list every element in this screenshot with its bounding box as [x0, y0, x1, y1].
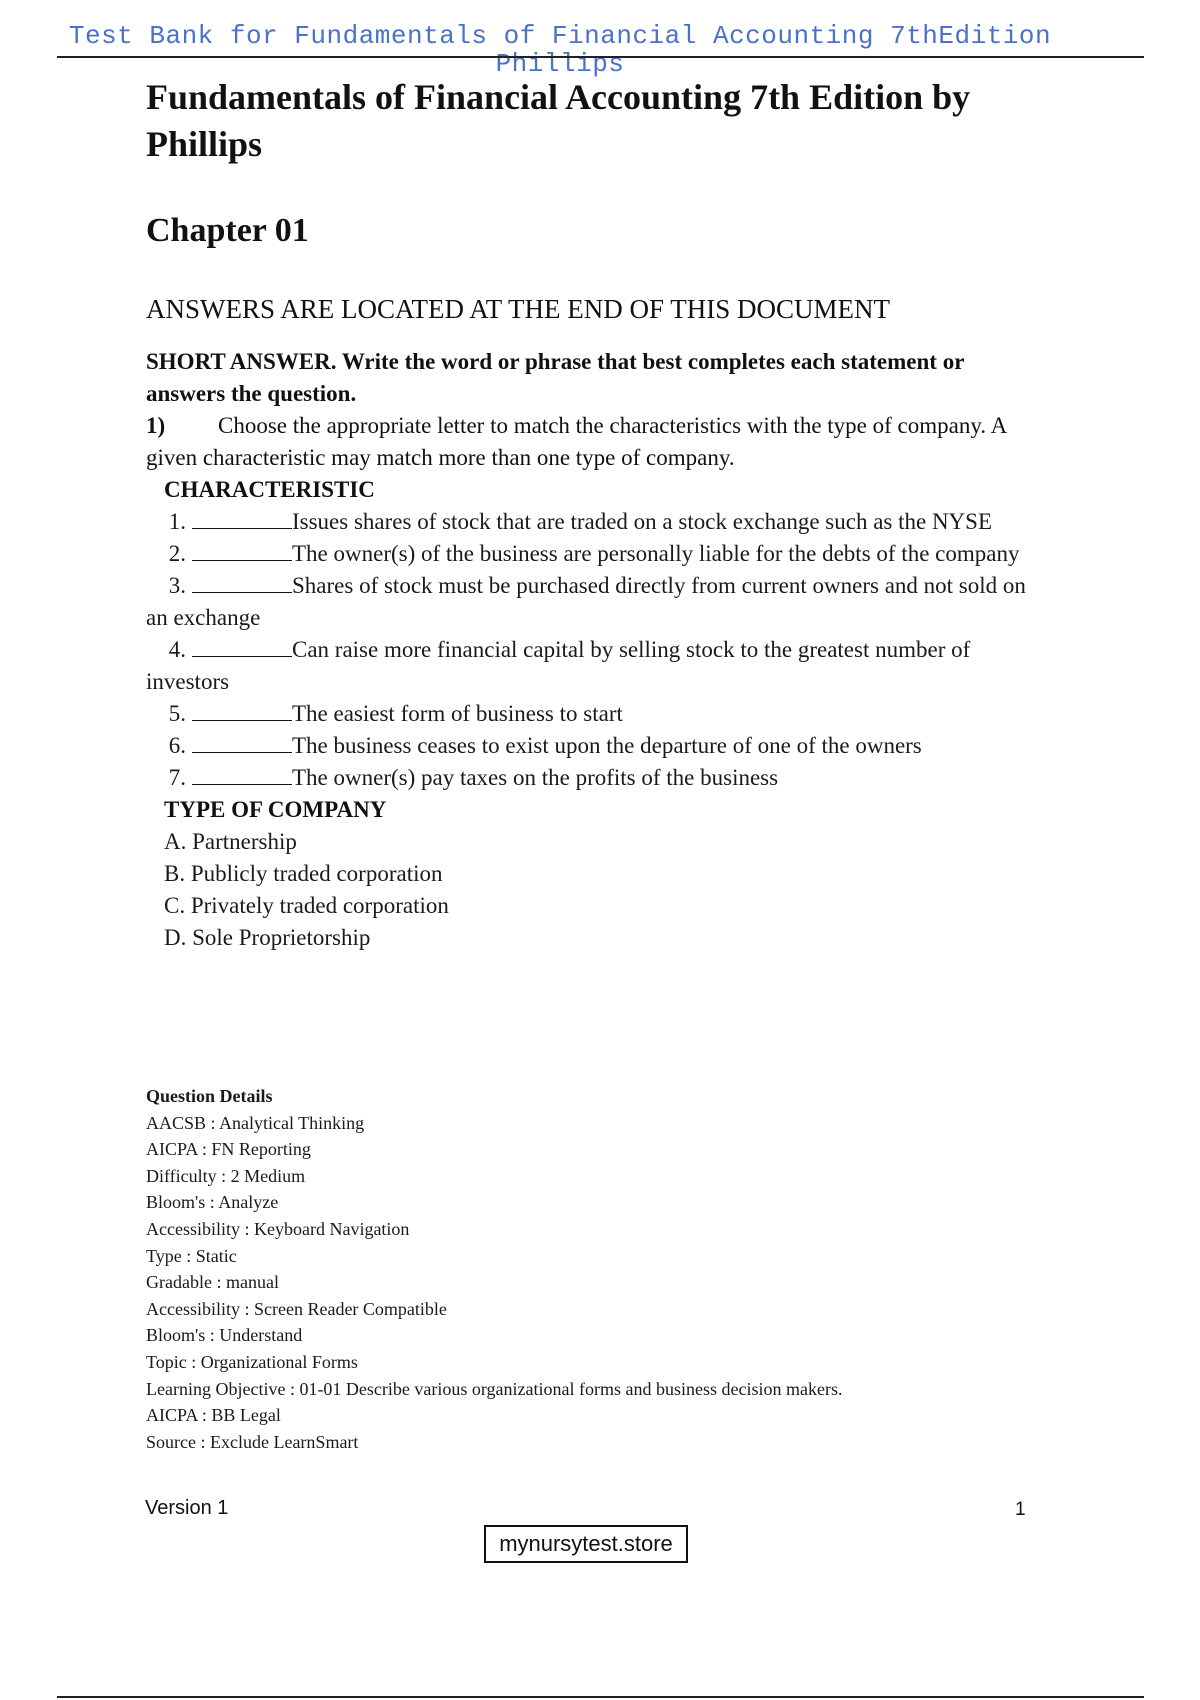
- characteristic-item: [146, 506, 1086, 538]
- document-title-line2: Phillips: [146, 124, 263, 164]
- item-number: 3.: [168, 573, 186, 598]
- question-details-title: Question Details: [146, 1086, 273, 1106]
- detail-row: AACSB : Analytical Thinking: [146, 1112, 365, 1133]
- detail-row: Learning Objective : 01-01 Describe various organizational forms and business decision makers.: [146, 1378, 843, 1399]
- characteristic-item: [146, 762, 1086, 794]
- answer-blank[interactable]: [192, 570, 292, 593]
- detail-row: Difficulty : 2 Medium: [146, 1165, 306, 1186]
- answers-note: ANSWERS ARE LOCATED AT THE END OF THIS DOCUMENT: [146, 294, 891, 324]
- item-number: 4.: [168, 637, 186, 662]
- item-text-continuation: an exchange: [146, 605, 261, 630]
- characteristic-list: [146, 506, 1086, 794]
- item-number: 7.: [168, 765, 186, 790]
- section-instructions: [146, 346, 1086, 410]
- question-number: 1): [146, 413, 166, 438]
- running-header-line2: Phillips: [495, 49, 625, 79]
- header-divider: [57, 56, 1144, 58]
- item-text-continuation: investors: [146, 669, 230, 694]
- detail-row: Bloom's : Analyze: [146, 1192, 279, 1213]
- item-text: The easiest form of business to start: [292, 701, 623, 726]
- running-header: [40, 22, 1080, 78]
- footer-divider: [57, 1696, 1144, 1698]
- item-number: 2.: [168, 541, 186, 566]
- characteristic-item: [146, 698, 1086, 730]
- question-details: [146, 1083, 1146, 1455]
- item-text: Can raise more financial capital by selling stock to the greatest number of: [292, 637, 971, 662]
- company-type-heading: TYPE OF COMPANY: [164, 797, 387, 822]
- item-text: Issues shares of stock that are traded on a stock exchange such as the NYSE: [292, 509, 993, 534]
- detail-row: Type : Static: [146, 1245, 237, 1266]
- answer-blank[interactable]: [192, 634, 292, 657]
- detail-row: Accessibility : Screen Reader Compatible: [146, 1298, 447, 1319]
- answer-blank[interactable]: [192, 762, 292, 785]
- item-number: 6.: [168, 733, 186, 758]
- chapter-heading: Chapter 01: [146, 212, 309, 249]
- detail-row: AICPA : FN Reporting: [146, 1139, 311, 1160]
- item-number: 1.: [168, 509, 186, 534]
- document-title-line1: Fundamentals of Financial Accounting 7th Edition by: [146, 77, 971, 117]
- site-stamp: mynursytest.store: [484, 1525, 688, 1563]
- characteristic-item: [146, 634, 1086, 698]
- company-type-option: B. Publicly traded corporation: [164, 861, 443, 886]
- running-header-line1: Test Bank for Fundamentals of Financial Accounting 7thEdition: [68, 21, 1052, 51]
- item-number: 5.: [168, 701, 186, 726]
- detail-row: Gradable : manual: [146, 1272, 279, 1293]
- company-type-list: [146, 826, 1086, 954]
- detail-row: Source : Exclude LearnSmart: [146, 1431, 359, 1452]
- detail-row: Topic : Organizational Forms: [146, 1351, 358, 1372]
- answer-blank[interactable]: [192, 698, 292, 721]
- detail-row: AICPA : BB Legal: [146, 1405, 281, 1426]
- company-type-option: C. Privately traded corporation: [164, 893, 449, 918]
- characteristic-item: [146, 570, 1086, 634]
- instructions-line2: answers the question.: [146, 381, 357, 406]
- answer-blank[interactable]: [192, 730, 292, 753]
- detail-row: Accessibility : Keyboard Navigation: [146, 1218, 410, 1239]
- item-text: The business ceases to exist upon the departure of one of the owners: [292, 733, 922, 758]
- characteristic-item: [146, 538, 1086, 570]
- document-title: [146, 74, 1086, 168]
- company-type-option: D. Sole Proprietorship: [164, 925, 371, 950]
- item-text: The owner(s) pay taxes on the profits of the business: [292, 765, 779, 790]
- item-text: Shares of stock must be purchased directly from current owners and not sold on: [292, 573, 1026, 598]
- page-content: [146, 74, 1086, 954]
- characteristic-heading: CHARACTERISTIC: [164, 477, 375, 502]
- company-type-option: A. Partnership: [164, 829, 297, 854]
- answer-blank[interactable]: [192, 506, 292, 529]
- question-text-line1: Choose the appropriate letter to match the characteristics with the type of company. A: [218, 413, 1008, 438]
- answer-blank[interactable]: [192, 538, 292, 561]
- question-text-line2: given characteristic may match more than one type of company.: [146, 445, 735, 470]
- question-prompt: [146, 410, 1086, 474]
- characteristic-item: [146, 730, 1086, 762]
- version-label: Version 1: [145, 1497, 229, 1519]
- item-text: The owner(s) of the business are personally liable for the debts of the company: [292, 541, 1020, 566]
- page-number: 1: [1015, 1499, 1026, 1520]
- detail-row: Bloom's : Understand: [146, 1325, 303, 1346]
- instructions-line1: SHORT ANSWER. Write the word or phrase that best completes each statement or: [146, 349, 965, 374]
